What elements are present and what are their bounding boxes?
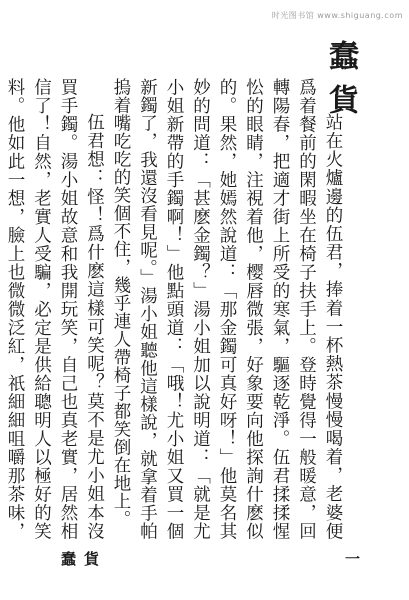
body-text-column [5,78,346,540]
story-title: 蠢貨 [323,40,358,128]
paragraph: 伍君想：怪！爲什麽這樣可笑呢？莫不是尤小姐本沒買手鐲。湯小姐故意和我開玩笑，自己也真老實，居然相信了！自然，老實人受騙，必定是供給聰明人以極好的笑料。他如此一想，臉上也微微泛紅，祇細細咀嚼那茶味， [5,78,105,540]
running-footer-title: 蠢貨 [61,550,108,568]
site-watermark: 时光图书馆 www.shiguang.com [271,11,403,20]
paragraph: 站在火爐邊的伍君，捧着一杯熱茶慢慢喝着，老婆便爲着餐前的閑暇坐在椅子扶手上。登時覺得一般暖意，回轉陽春，把適才街上所受的寒氣，驅逐乾淨。伍君揉揉惺忪的眼睛，注視着他，樱唇微張，好象要向他探詢什麽似的。果然，她嫣然說道：「那金鐲可真好呀！」他莫名其妙的問道：「甚麽金鐲？」湯小姐加以說明道：「就是尤小姐新帶的手鐲啊！」他點頭道：「哦！尤小姐又買一個新鐲了，我還沒看見呢。」湯小姐聽他這樣說，就拿着手帕摀着嘴吃吃的笑個不住，幾乎連人帶椅子都笑倒在地上。 [111,78,343,540]
page-number: 一 [345,550,361,568]
